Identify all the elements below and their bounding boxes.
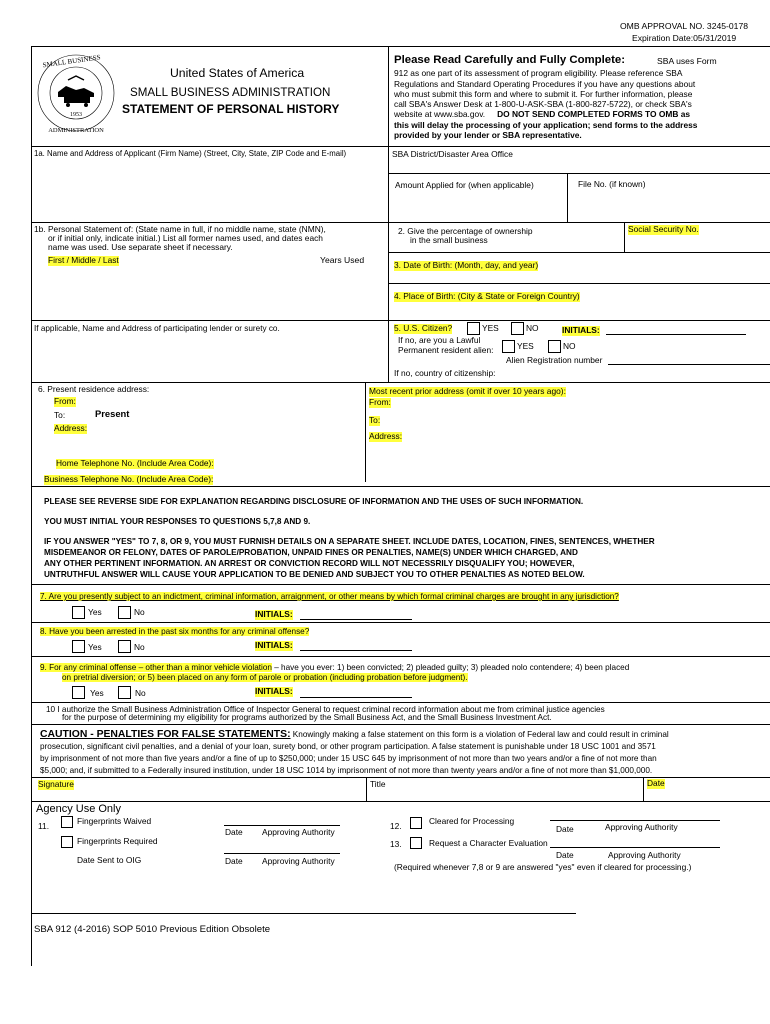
read-line-6: this will delay the processing of your application; send forms to the address	[394, 120, 698, 130]
q9-yes-checkbox[interactable]	[72, 686, 85, 699]
svg-text:1953: 1953	[70, 112, 82, 118]
citizen-yes-checkbox[interactable]	[467, 322, 480, 335]
svg-text:ADMINISTRATION: ADMINISTRATION	[48, 127, 104, 134]
q8-initials-label: INITIALS:	[255, 640, 293, 650]
home-telephone-label: Home Telephone No. (Include Area Code):	[56, 458, 214, 468]
item-13-label: 13.	[390, 839, 402, 849]
q10-line-1: 10 I authorize the Small Business Administration Office of Inspector General to request criminal record information about me from criminal justice agencies	[46, 705, 605, 714]
prior-address-field-label: Address:	[369, 431, 403, 441]
caution-line-3: by imprisonment of not more than five years and/or a fine of up to $250,000; under 15 USC 645 by imprisonment of not more than two years and/or a fine of not more than	[40, 754, 657, 763]
ownership-label-2: in the small business	[410, 235, 488, 245]
prior-to-label: To:	[369, 415, 381, 425]
present-to-label: To:	[54, 410, 66, 420]
yes-notice-line-2: MISDEMEANOR OR FELONY, DATES OF PAROLE/PROBATION, UNPAID FINES OR PENALTIES, NAME(S) UNDER WHICH CHARGED, AND	[44, 548, 578, 557]
present-address-label: Address:	[54, 423, 88, 433]
character-approving-label: Approving Authority	[608, 850, 681, 860]
required-note: (Required whenever 7,8 or 9 are answered "yes" even if cleared for processing.)	[394, 862, 692, 872]
read-line-3: who must submit this form and where to submit it. For further information, please	[394, 89, 693, 99]
agency-title: SMALL BUSINESS ADMINISTRATION	[130, 86, 331, 99]
q7-label: 7. Are you presently subject to an indictment, criminal information, arraignment, or other means by which formal criminal charges are brought in any jurisdiction?	[40, 592, 619, 601]
lawful-label-2: Permanent resident alien:	[398, 345, 494, 355]
q8-no-label: No	[134, 642, 145, 652]
sba-seal-logo	[36, 50, 116, 136]
yes-notice-line-4: UNTRUTHFUL ANSWER WILL CAUSE YOUR APPLICATION TO BE DENIED AND SUBJECT YOU TO OTHER PENALTIES AS NOTED BELOW.	[44, 570, 585, 579]
prior-address-label: Most recent prior address (omit if over 10 years ago):	[369, 386, 566, 396]
form-title: STATEMENT OF PERSONAL HISTORY	[122, 102, 340, 116]
lawful-yes-checkbox[interactable]	[502, 340, 515, 353]
q7-yes-label: Yes	[88, 607, 102, 617]
date-label: Date	[647, 778, 665, 788]
q8-yes-label: Yes	[88, 642, 102, 652]
citizen-initials-label: INITIALS:	[562, 325, 600, 335]
amount-applied-field[interactable]	[392, 194, 566, 222]
lawful-no-checkbox[interactable]	[548, 340, 561, 353]
yes-notice-line-1: IF YOU ANSWER "YES" TO 7, 8, OR 9, YOU MUST FURNISH DETAILS ON A SEPARATE SHEET. INCLUDE DATES, LOCATION, FINES, SENTENCES, WHETHER	[44, 537, 655, 546]
caution-lead: Knowingly making a false statement on this form is a violation of Federal law and could result in criminal	[290, 730, 669, 739]
waived-date-label: Date	[225, 827, 243, 837]
cleared-processing-label: Cleared for Processing	[429, 816, 515, 826]
read-lead: SBA uses Form	[657, 56, 717, 66]
q9-initials-label: INITIALS:	[255, 686, 293, 696]
date-sent-oig-label: Date Sent to OIG	[77, 855, 142, 865]
citizen-no-label: NO	[526, 323, 539, 333]
cleared-date-label: Date	[556, 824, 574, 834]
reverse-side-notice: PLEASE SEE REVERSE SIDE FOR EXPLANATION REGARDING DISCLOSURE OF INFORMATION AND THE USES OF SUCH INFORMATION.	[44, 497, 584, 506]
us-citizen-label: 5. U.S. Citizen?	[394, 323, 453, 333]
item-11-label: 11.	[38, 821, 50, 831]
read-bold-1: DO NOT SEND COMPLETED FORMS TO OMB as	[497, 109, 691, 119]
read-line-1: 912 as one part of its assessment of program eligibility. Please reference SBA	[394, 68, 683, 78]
q10-line-2: for the purpose of determining my eligibility for programs authorized by the Small Business Act, and the Small Business Investment Act.	[62, 713, 552, 722]
item-12-label: 12.	[390, 821, 402, 831]
place-of-birth-label: 4. Place of Birth: (City & State or Foreign Country)	[394, 291, 580, 301]
present-from-label: From:	[54, 396, 76, 406]
oig-date-label: Date	[225, 856, 243, 866]
q7-yes-checkbox[interactable]	[72, 606, 85, 619]
svg-text:SMALL BUSINESS: SMALL BUSINESS	[42, 53, 101, 70]
waived-approving-label: Approving Authority	[262, 827, 335, 837]
lawful-no-label: NO	[563, 341, 576, 351]
q8-yes-checkbox[interactable]	[72, 640, 85, 653]
caution-line-4: $5,000; and, if submitted to a Federally insured institution, under 18 USC 1014 by imprisonment of not more than twenty years and/or a fine of not more than $1,000,000.	[40, 766, 653, 775]
caution-line-1	[40, 729, 669, 741]
signature-field[interactable]	[34, 790, 366, 802]
q7-initials-label: INITIALS:	[255, 609, 293, 619]
fingerprints-waived-label: Fingerprints Waived	[77, 816, 152, 826]
applicant-name-address-label: 1a. Name and Address of Applicant (Firm Name) (Street, City, State, ZIP Code and E-mail)	[34, 149, 347, 158]
fingerprints-waived-checkbox[interactable]	[61, 816, 73, 828]
citizen-no-checkbox[interactable]	[511, 322, 524, 335]
character-date-label: Date	[556, 850, 574, 860]
prior-from-label: From:	[369, 397, 391, 407]
expiration-date: Expiration Date:05/31/2019	[632, 33, 737, 43]
q9-label-line-2: on pretrial diversion; or 5) been placed on any form of parole or probation (including probation before judgment).	[62, 673, 468, 682]
oig-approving-label: Approving Authority	[262, 856, 335, 866]
citizen-yes-label: YES	[482, 323, 499, 333]
q9-no-checkbox[interactable]	[118, 686, 131, 699]
agency-use-title: Agency Use Only	[36, 803, 121, 815]
first-middle-last-label: First / Middle / Last	[48, 255, 119, 265]
sba-district-label: SBA District/Disaster Area Office	[392, 149, 513, 159]
form-identifier: SBA 912 (4-2016) SOP 5010 Previous Edition Obsolete	[34, 924, 271, 935]
read-line-2: Regulations and Standard Operating Procedures if you have any questions about	[394, 79, 696, 89]
present-value: Present	[95, 408, 130, 419]
signature-label: Signature	[38, 779, 74, 789]
cleared-approving-label: Approving Authority	[605, 822, 678, 832]
q9-label-highlight: 9. For any criminal offense – other than a minor vehicle violation	[40, 663, 272, 672]
yes-notice-line-3: ANY OTHER PERTINENT INFORMATION. AN ARREST OR CONVICTION RECORD WILL NOT NECESSRILY DISQUALIFY YOU; HOWEVER,	[44, 559, 575, 568]
dob-label: 3. Date of Birth: (Month, day, and year)	[394, 260, 539, 270]
must-initial-notice: YOU MUST INITIAL YOUR RESPONSES TO QUESTIONS 5,7,8 AND 9.	[44, 517, 311, 526]
amount-applied-label: Amount Applied for (when applicable)	[395, 180, 534, 190]
lender-label: If applicable, Name and Address of participating lender or surety co.	[34, 324, 280, 333]
present-residence-label: 6. Present residence address:	[38, 384, 150, 394]
read-line-4: call SBA's Answer Desk at 1-800-U-ASK-SBA (1-800-827-5722), or check SBA's	[394, 99, 692, 109]
read-title: Please Read Carefully and Fully Complete:	[394, 54, 626, 66]
applicant-name-address-field[interactable]	[33, 160, 387, 222]
q8-no-checkbox[interactable]	[118, 640, 131, 653]
country-title: United States of America	[170, 66, 305, 80]
read-line-5	[394, 110, 690, 120]
personal-statement-line-3: name was used. Use separate sheet if necessary.	[48, 242, 233, 252]
alien-registration-label: Alien Registration number	[506, 355, 603, 365]
ownership-label-1: 2. Give the percentage of ownership	[398, 226, 533, 236]
omb-approval: OMB APPROVAL NO. 3245-0178	[620, 21, 749, 31]
character-evaluation-checkbox[interactable]	[410, 837, 422, 849]
file-no-label: File No. (if known)	[578, 179, 646, 189]
q9-yes-label: Yes	[90, 688, 104, 698]
read-web: website at www.sba.gov.	[394, 109, 486, 119]
years-used-label: Years Used	[320, 255, 365, 265]
title-label: Title	[370, 779, 386, 789]
q9-label-rest: – have you ever: 1) been convicted; 2) pleaded guilty; 3) pleaded nolo contendere; 4) been placed	[271, 663, 630, 672]
title-field[interactable]	[370, 790, 644, 802]
ssn-label: Social Security No.	[628, 224, 699, 234]
character-evaluation-label: Request a Character Evaluation	[429, 838, 548, 848]
q8-label: 8. Have you been arrested in the past six months for any criminal offense?	[40, 627, 310, 636]
caution-title: CAUTION - PENALTIES FOR FALSE STATEMENTS:	[40, 729, 291, 740]
read-line-7: provided by your lender or SBA representative.	[394, 130, 582, 140]
q7-no-label: No	[134, 607, 145, 617]
personal-statement-line-1: 1b. Personal Statement of: (State name in full, if no middle name, state (NMN),	[34, 224, 326, 234]
lawful-label-1: If no, are you a Lawful	[398, 335, 481, 345]
q9-label-line-1	[40, 663, 629, 672]
q7-no-checkbox[interactable]	[118, 606, 131, 619]
fingerprints-required-checkbox[interactable]	[61, 836, 73, 848]
fingerprints-required-label: Fingerprints Required	[77, 836, 158, 846]
q9-no-label: No	[135, 688, 146, 698]
cleared-processing-checkbox[interactable]	[410, 817, 422, 829]
business-telephone-label: Business Telephone No. (Include Area Code):	[44, 474, 214, 484]
personal-statement-line-2: or if initial only, indicate initial.) List all former names used, and dates each	[48, 233, 323, 243]
caution-line-2: prosecution, significant civil penalties, and a denial of your loan, surety bond, or other program participation. A false statement is punishable under 18 USC 1001 and 3571	[40, 742, 656, 751]
lawful-yes-label: YES	[517, 341, 534, 351]
country-citizenship-label: If no, country of citizenship:	[394, 368, 496, 378]
